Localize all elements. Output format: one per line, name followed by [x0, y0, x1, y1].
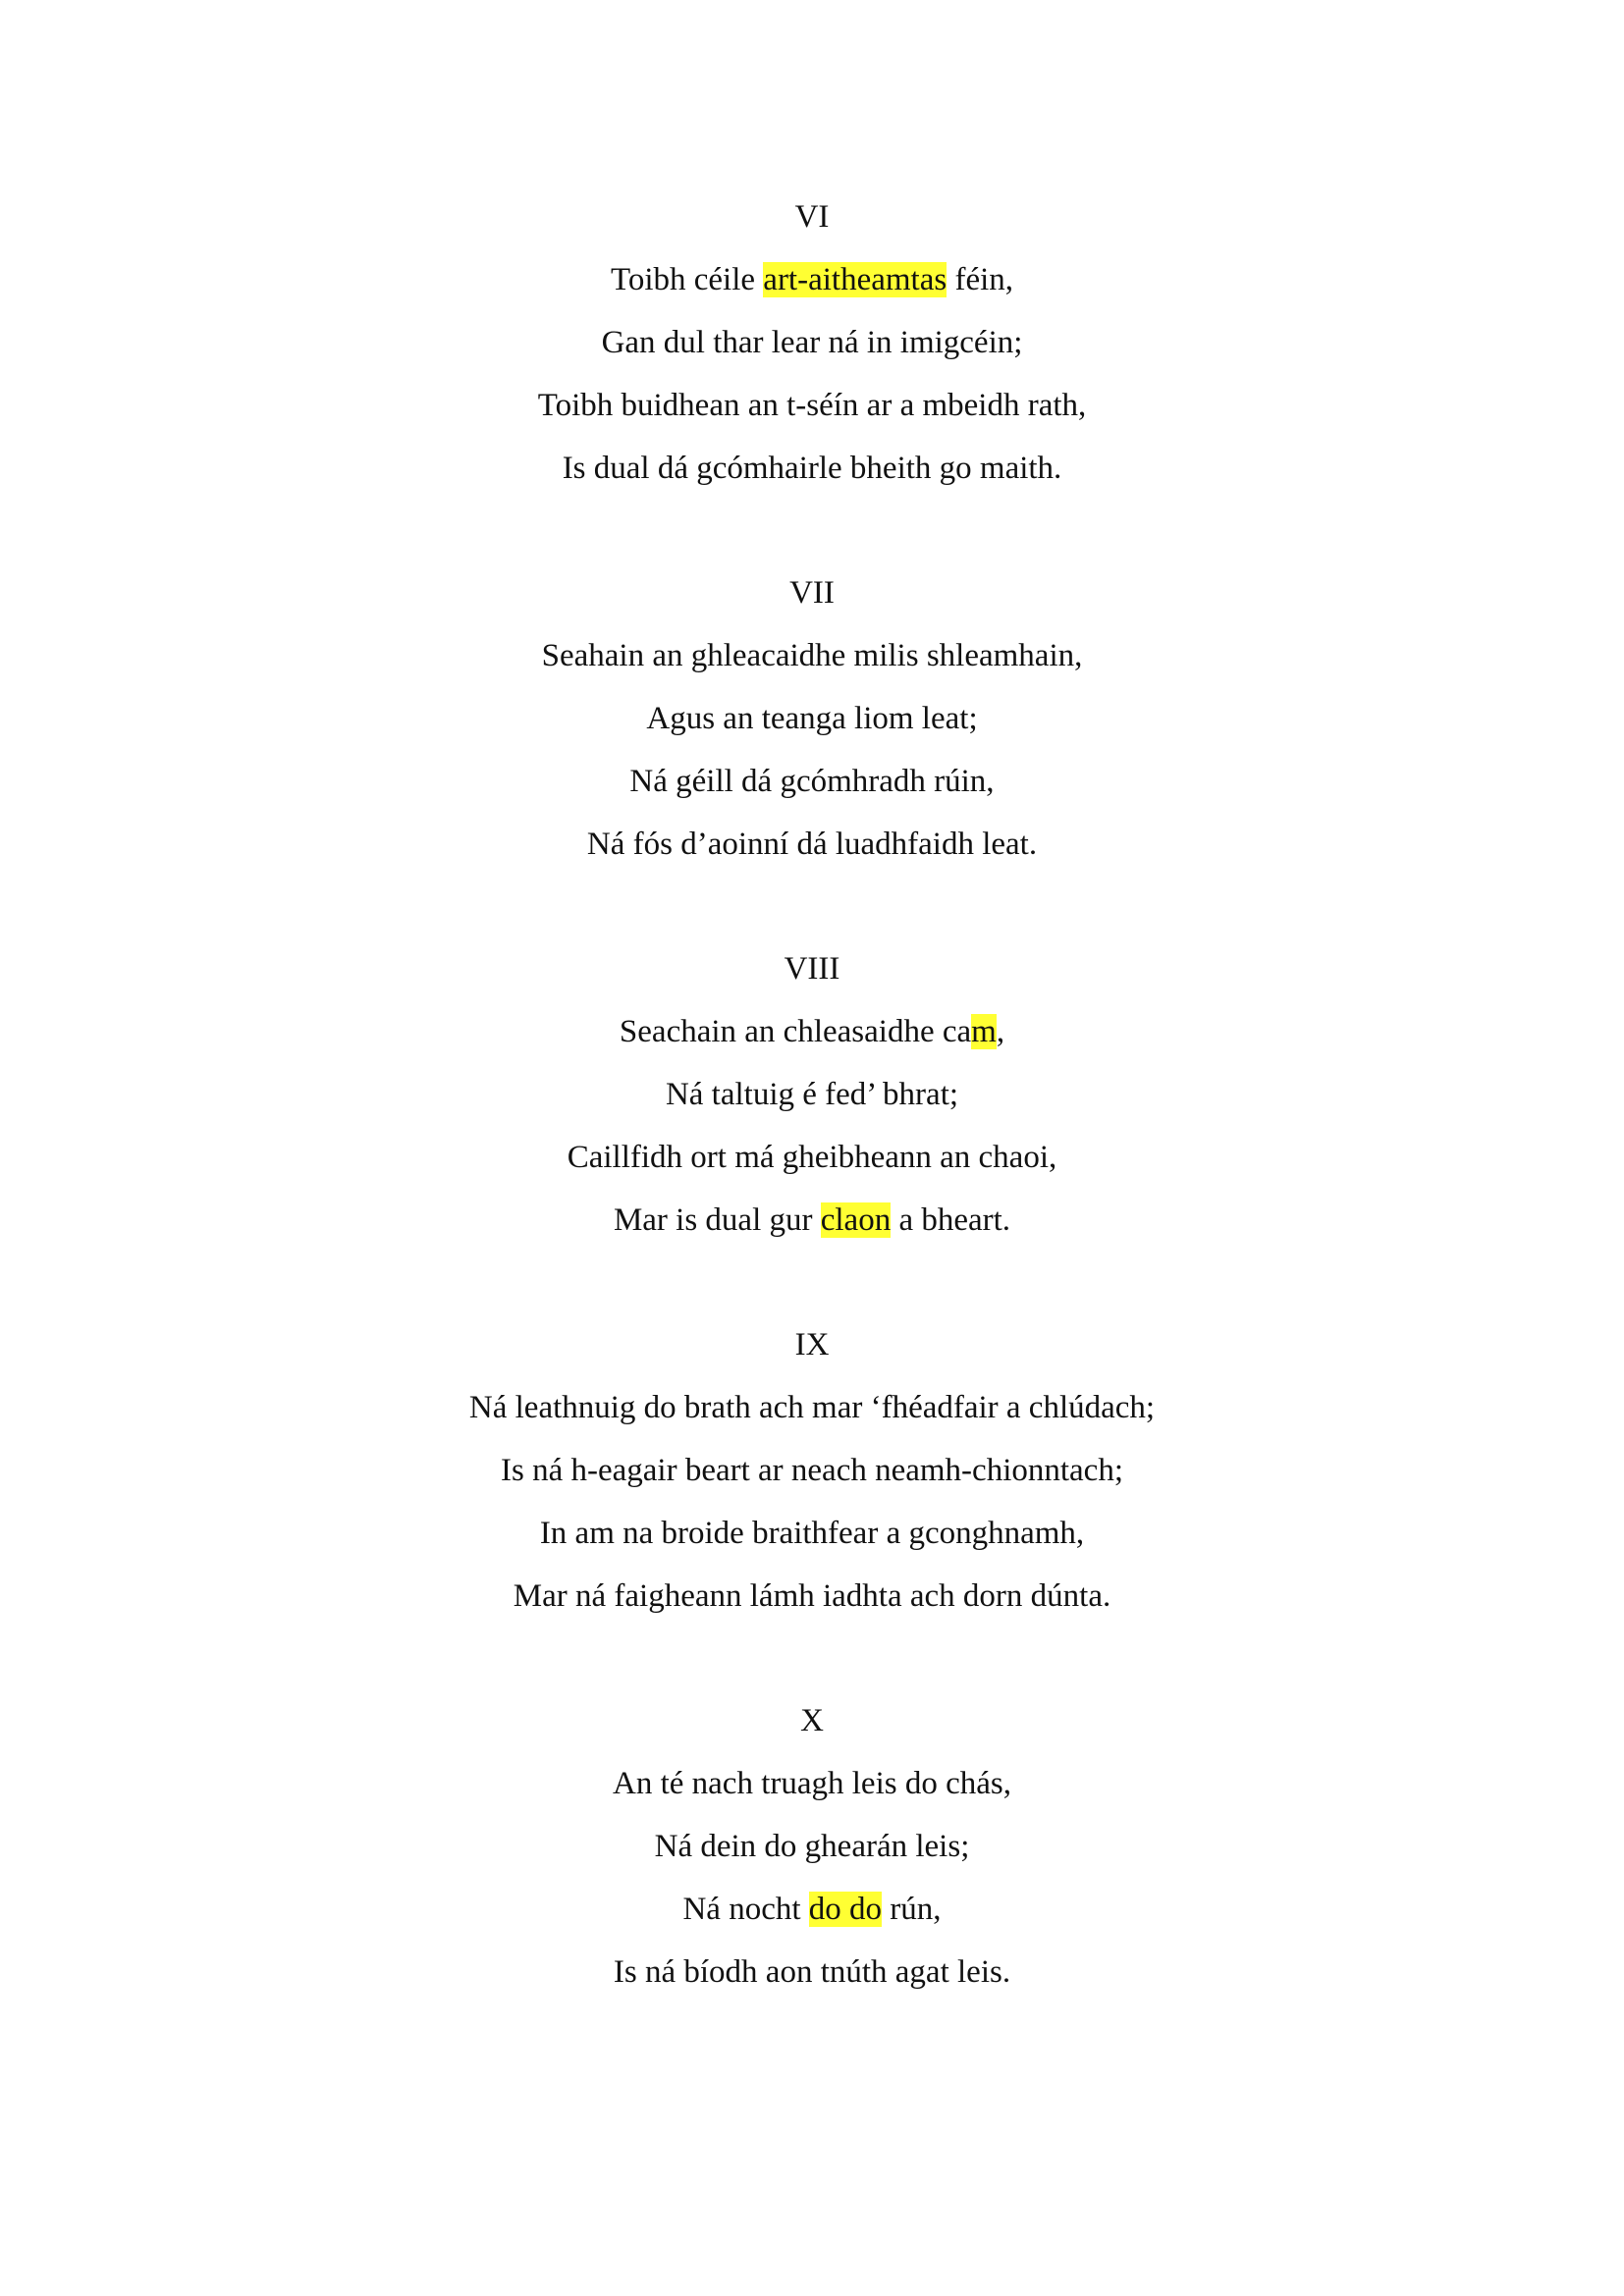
stanza-numeral: X [800, 1703, 824, 1738]
verse-text: An té nach truagh leis do chás, [613, 1766, 1011, 1801]
verse-line [0, 311, 1624, 374]
verse-text: Ná fós d’aoinní dá luadhfaidh leat. [586, 827, 1038, 862]
verse-line [0, 1941, 1624, 2003]
verse-text: a bheart. [891, 1202, 1011, 1238]
verse-line [0, 813, 1624, 876]
stanza-ix [0, 1313, 1624, 1628]
verse-line [0, 624, 1624, 687]
verse-text: Mar ná faigheann lámh iadhta ach dorn dúnta. [513, 1578, 1111, 1614]
verse-text: Is ná bíodh aon tnúth agat leis. [613, 1954, 1011, 1990]
verse-text: Agus an teanga liom leat; [646, 701, 978, 736]
verse-text: Is dual dá gcómhairle bheith go maith. [562, 451, 1062, 486]
verse-text: Mar is dual gur [613, 1202, 821, 1238]
verse-line [0, 1502, 1624, 1565]
stanza-numeral: VIII [784, 951, 840, 987]
verse-line [0, 248, 1624, 311]
verse-line [0, 1126, 1624, 1189]
verse-line [0, 374, 1624, 437]
verse-line [0, 1565, 1624, 1628]
stanza-numeral: VII [789, 575, 835, 611]
verse-line [0, 1189, 1624, 1252]
verse-text: Seachain an chleasaidhe ca [619, 1014, 972, 1049]
verse-text: Ná géill dá gcómhradh rúin, [629, 764, 995, 799]
stanza-x [0, 1689, 1624, 2003]
verse-line [0, 687, 1624, 750]
stanza-viii [0, 937, 1624, 1252]
verse-text: Caillfidh ort má gheibheann an chaoi, [567, 1140, 1057, 1175]
verse-text: féin, [947, 262, 1014, 297]
verse-line [0, 1878, 1624, 1941]
verse-text: Ná taltuig é fed’ bhrat; [665, 1077, 959, 1112]
highlighted-text: m [971, 1014, 997, 1049]
highlighted-text: claon [820, 1202, 892, 1238]
verse-text: , [996, 1014, 1005, 1049]
stanza-vi [0, 186, 1624, 500]
stanza-numeral: IX [794, 1327, 830, 1362]
verse-text: Gan dul thar lear ná in imigcéin; [601, 325, 1023, 360]
verse-text: rún, [882, 1892, 942, 1927]
highlighted-text: do do [808, 1892, 883, 1927]
verse-line [0, 1063, 1624, 1126]
verse-line [0, 1752, 1624, 1815]
verse-text: Toibh céile [610, 262, 764, 297]
verse-text: In am na broide braithfear a gconghnamh, [539, 1516, 1085, 1551]
verse-line [0, 1000, 1624, 1063]
verse-text: Seahain an ghleacaidhe milis shleamhain, [541, 638, 1083, 673]
verse-text: Toibh buidhean an t-séín ar a mbeidh rath, [537, 388, 1087, 423]
verse-line [0, 1815, 1624, 1878]
verse-line [0, 437, 1624, 500]
stanza-vii [0, 561, 1624, 876]
stanza-numeral: VI [794, 199, 830, 235]
highlighted-text: art-aitheamtas [763, 262, 947, 297]
verse-line [0, 1376, 1624, 1439]
verse-line [0, 1439, 1624, 1502]
verse-text: Ná dein do ghearán leis; [654, 1829, 970, 1864]
verse-text: Is ná h-eagair beart ar neach neamh-chionntach; [501, 1453, 1123, 1488]
verse-text: Ná nocht [682, 1892, 809, 1927]
verse-text: Ná leathnuig do brath ach mar ‘fhéadfair a chlúdach; [468, 1390, 1156, 1425]
verse-line [0, 750, 1624, 813]
